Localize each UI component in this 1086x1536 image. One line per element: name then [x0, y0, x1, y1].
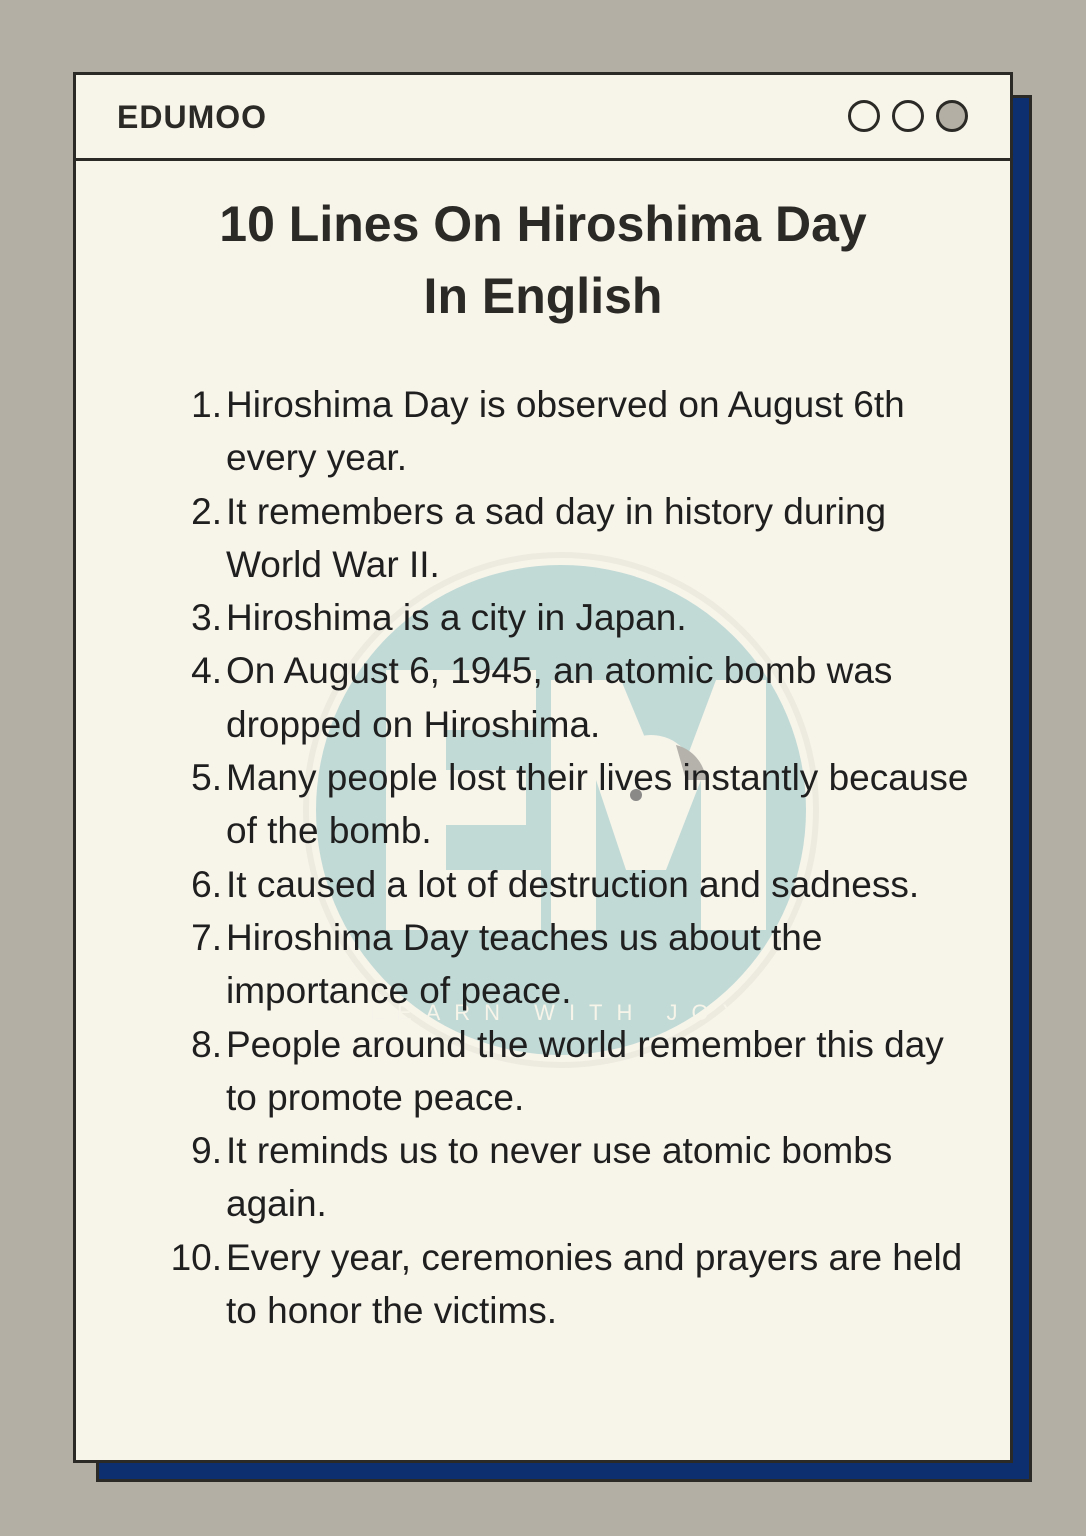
- window-dot-icon: [892, 100, 924, 132]
- facts-list: [76, 378, 1010, 1337]
- title-line-1: 10 Lines On Hiroshima Day: [219, 196, 867, 252]
- item-number: 6.: [191, 863, 222, 905]
- list-item: [76, 591, 1010, 644]
- list-item: [76, 1231, 1010, 1338]
- title-line-2: In English: [423, 268, 663, 324]
- list-item: [76, 1124, 1010, 1231]
- window-header: [76, 75, 1010, 161]
- poster-card: [73, 72, 1013, 1463]
- item-text: Hiroshima is a city in Japan.: [226, 597, 687, 639]
- item-text: On August 6, 1945, an atomic bomb was dropped on Hiroshima.: [226, 650, 893, 745]
- window-dots: [848, 100, 968, 132]
- brand-name: EDUMOO: [117, 99, 267, 135]
- item-number: 8.: [191, 1023, 222, 1065]
- item-text: Many people lost their lives instantly because of the bomb.: [226, 757, 969, 852]
- item-number: 1.: [191, 384, 222, 425]
- item-number: 9.: [191, 1130, 222, 1172]
- item-number: 3.: [191, 597, 222, 639]
- watermark-tagline: LEARN WITH JOY: [370, 1000, 752, 1025]
- list-item: [76, 858, 1010, 911]
- item-text: Every year, ceremonies and prayers are held to honor the victims.: [226, 1236, 963, 1332]
- item-text: It caused a lot of destruction and sadness.: [226, 863, 920, 905]
- item-text: It reminds us to never use atomic bombs again.: [226, 1130, 893, 1225]
- item-number: 7.: [191, 916, 222, 958]
- item-number: 4.: [191, 650, 222, 692]
- item-text: It remembers a sad day in history during World War II.: [226, 490, 887, 585]
- item-text: Hiroshima Day teaches us about the importance of peace.: [226, 916, 823, 1012]
- item-text: People around the world remember this day to promote peace.: [226, 1023, 944, 1118]
- window-dot-filled-icon: [936, 100, 968, 132]
- list-item: [76, 378, 1010, 485]
- list-item: [76, 485, 1010, 592]
- item-text: Hiroshima Day is observed on August 6th every year.: [226, 384, 905, 479]
- list-item: [76, 1018, 1010, 1125]
- item-number: 5.: [191, 757, 222, 799]
- list-item: [76, 751, 1010, 858]
- window-dot-icon: [848, 100, 880, 132]
- item-number: 10.: [170, 1236, 222, 1278]
- list-item: [76, 644, 1010, 751]
- page-title: [76, 188, 1010, 332]
- item-number: 2.: [191, 490, 222, 532]
- list-item: [76, 911, 1010, 1018]
